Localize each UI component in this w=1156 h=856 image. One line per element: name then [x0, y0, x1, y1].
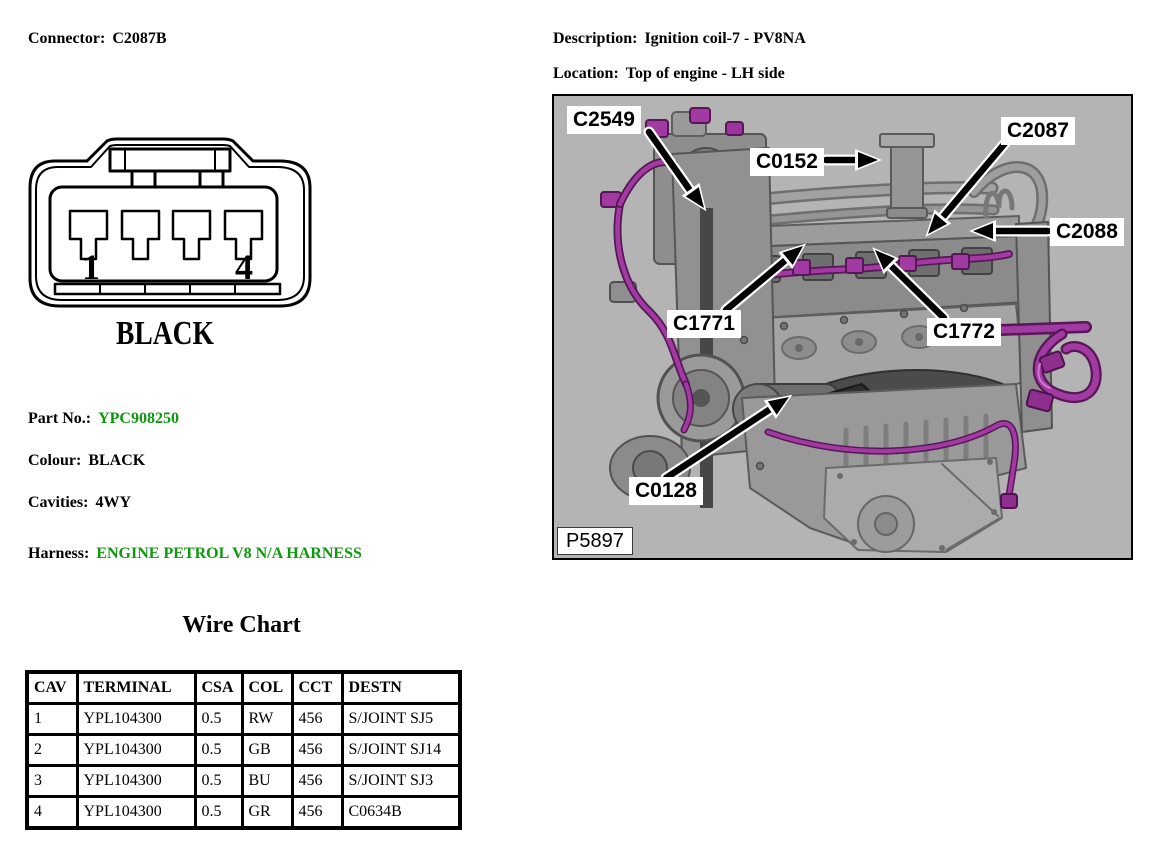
harness-connector-blob [690, 108, 710, 123]
cavities-value: 4WY [95, 494, 131, 511]
callout-label-c1772: C1772 [927, 318, 1001, 346]
colour-label: Colour: [28, 452, 82, 469]
table-row [27, 735, 460, 766]
table-cell: 0.5 [195, 797, 242, 829]
oil-filler-neck [891, 147, 923, 211]
callout-label-c0128: C0128 [629, 477, 703, 505]
harness-line [28, 545, 362, 563]
part-no-value: YPC908250 [98, 410, 179, 427]
table-cell: 2 [27, 735, 77, 766]
col-header-col: COL [242, 672, 292, 704]
table-cell: 1 [27, 704, 77, 735]
harness-label: Harness: [28, 545, 90, 562]
col-header-csa: CSA [195, 672, 242, 704]
table-cell: GB [242, 735, 292, 766]
wire-chart-title: Wire Chart [182, 612, 301, 638]
col-header-cct: CCT [292, 672, 342, 704]
pin-number-first: 1 [82, 247, 100, 287]
callout-label-c2088: C2088 [1050, 218, 1124, 246]
part-no-label: Part No.: [28, 410, 92, 427]
table-cell: YPL104300 [77, 704, 195, 735]
table-cell: 4 [27, 797, 77, 829]
table-cell: 0.5 [195, 704, 242, 735]
table-cell: 0.5 [195, 735, 242, 766]
table-cell: S/JOINT SJ14 [342, 735, 460, 766]
table-cell: 456 [292, 797, 342, 829]
table-row [27, 766, 460, 797]
table-cell: 0.5 [195, 766, 242, 797]
table-cell: GR [242, 797, 292, 829]
table-cell: YPL104300 [77, 735, 195, 766]
col-header-cav: CAV [27, 672, 77, 704]
connector-colour-text: BLACK [116, 315, 215, 352]
table-row [27, 704, 460, 735]
connector-header [28, 30, 167, 48]
table-row [27, 797, 460, 829]
col-header-terminal: TERMINAL [77, 672, 195, 704]
connector-latch [110, 149, 230, 171]
col-header-destn: DESTN [342, 672, 460, 704]
table-cell: 456 [292, 704, 342, 735]
table-cell: RW [242, 704, 292, 735]
photo-reference-label: P5897 [557, 527, 633, 555]
description-value: Ignition coil-7 - PV8NA [644, 30, 806, 47]
callout-label-c2087: C2087 [1001, 117, 1075, 145]
table-cell: YPL104300 [77, 797, 195, 829]
callout-label-c1771: C1771 [667, 310, 741, 338]
table-header-row [27, 672, 460, 704]
wire-chart-table [25, 670, 462, 830]
harness-connector-blob [726, 122, 743, 135]
harness-value: ENGINE PETROL V8 N/A HARNESS [96, 545, 362, 562]
connector-value: C2087B [112, 30, 167, 47]
callout-label-c0152: C0152 [750, 148, 824, 176]
colour-value: BLACK [88, 452, 146, 469]
location-label: Location: [553, 65, 619, 82]
cavities-line [28, 494, 131, 512]
description-line [553, 30, 806, 48]
table-cell: C0634B [342, 797, 460, 829]
description-label: Description: [553, 30, 638, 47]
pin-number-last: 4 [235, 247, 253, 287]
connector-face-diagram [25, 136, 315, 358]
table-cell: 456 [292, 766, 342, 797]
connector-label: Connector: [28, 30, 106, 47]
part-no-line [28, 410, 179, 428]
colour-line [28, 452, 145, 470]
table-cell: S/JOINT SJ3 [342, 766, 460, 797]
callout-label-c2549: C2549 [567, 106, 641, 134]
location-line [553, 65, 785, 83]
cavities-label: Cavities: [28, 494, 89, 511]
table-cell: S/JOINT SJ5 [342, 704, 460, 735]
table-cell: 3 [27, 766, 77, 797]
table-cell: 456 [292, 735, 342, 766]
engine-location-figure [552, 94, 1133, 560]
table-cell: BU [242, 766, 292, 797]
location-value: Top of engine - LH side [625, 65, 785, 82]
table-cell: YPL104300 [77, 766, 195, 797]
